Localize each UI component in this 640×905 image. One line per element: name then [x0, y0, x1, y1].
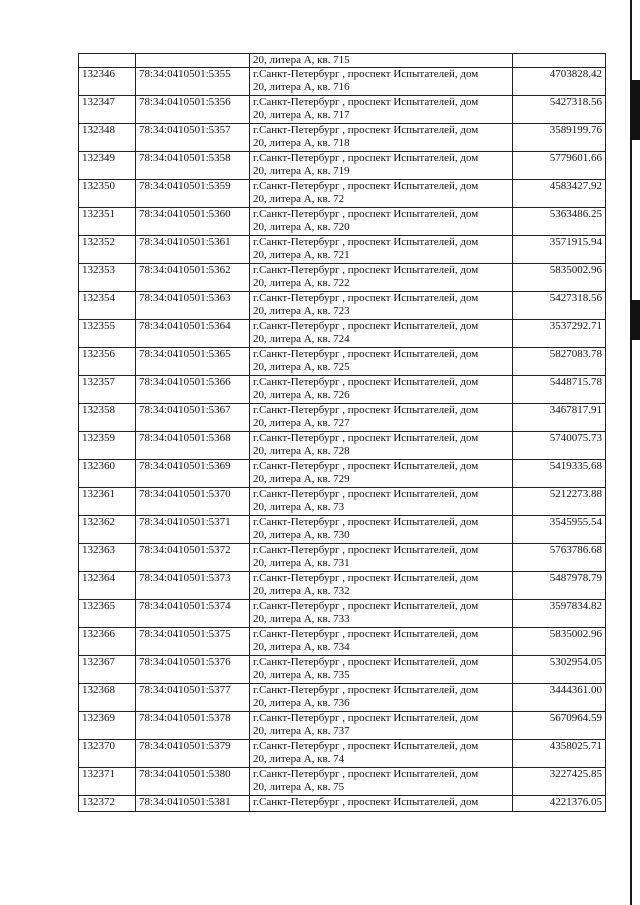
cadastral-cell: 78:34:0410501:5364	[136, 320, 250, 348]
id-cell: 132363	[79, 544, 136, 572]
id-cell: 132348	[79, 124, 136, 152]
address-cell	[250, 236, 513, 264]
address-line: г.Санкт-Петербург , проспект Испытателей, дом	[253, 432, 479, 444]
address-line: 20, литера А, кв. 723	[253, 305, 350, 317]
address-cell	[250, 796, 513, 812]
table-row	[79, 544, 606, 572]
cadastral-cell: 78:34:0410501:5381	[136, 796, 250, 812]
value-cell: 3444361.00	[513, 684, 606, 712]
address-cell	[250, 54, 513, 68]
address-line: г.Санкт-Петербург , проспект Испытателей, дом	[253, 180, 479, 192]
id-cell: 132365	[79, 600, 136, 628]
address-line: г.Санкт-Петербург , проспект Испытателей, дом	[253, 264, 479, 276]
cadastral-cell: 78:34:0410501:5359	[136, 180, 250, 208]
id-cell: 132360	[79, 460, 136, 488]
address-line: г.Санкт-Петербург , проспект Испытателей, дом	[253, 684, 479, 696]
address-line: 20, литера А, кв. 732	[253, 585, 350, 597]
value-cell: 5740075.73	[513, 432, 606, 460]
cadastral-cell: 78:34:0410501:5368	[136, 432, 250, 460]
address-cell	[250, 740, 513, 768]
address-cell	[250, 628, 513, 656]
address-cell	[250, 516, 513, 544]
table-row	[79, 656, 606, 684]
value-cell: 5448715.78	[513, 376, 606, 404]
address-line: 20, литера А, кв. 726	[253, 389, 350, 401]
address-cell	[250, 320, 513, 348]
address-cell	[250, 376, 513, 404]
address-line: 20, литера А, кв. 735	[253, 669, 350, 681]
table-row	[79, 768, 606, 796]
address-line: г.Санкт-Петербург , проспект Испытателей, дом	[253, 516, 479, 528]
id-cell: 132359	[79, 432, 136, 460]
value-cell: 5302954.05	[513, 656, 606, 684]
address-cell	[250, 348, 513, 376]
address-cell	[250, 712, 513, 740]
value-cell: 5763786.68	[513, 544, 606, 572]
address-line: 20, литера А, кв. 73	[253, 501, 345, 513]
id-cell: 132361	[79, 488, 136, 516]
cadastral-cell: 78:34:0410501:5378	[136, 712, 250, 740]
cadastral-cell: 78:34:0410501:5380	[136, 768, 250, 796]
cadastral-cell: 78:34:0410501:5377	[136, 684, 250, 712]
cadastral-cell: 78:34:0410501:5367	[136, 404, 250, 432]
cadastral-cell: 78:34:0410501:5374	[136, 600, 250, 628]
address-cell	[250, 600, 513, 628]
id-cell	[79, 54, 136, 68]
address-line: г.Санкт-Петербург , проспект Испытателей, дом	[253, 740, 479, 752]
address-cell	[250, 572, 513, 600]
address-line: г.Санкт-Петербург , проспект Испытателей, дом	[253, 68, 479, 80]
id-cell: 132362	[79, 516, 136, 544]
address-cell	[250, 404, 513, 432]
cadastral-cell: 78:34:0410501:5362	[136, 264, 250, 292]
cadastral-cell: 78:34:0410501:5357	[136, 124, 250, 152]
cadastral-cell: 78:34:0410501:5356	[136, 96, 250, 124]
cadastral-cell: 78:34:0410501:5360	[136, 208, 250, 236]
id-cell: 132356	[79, 348, 136, 376]
id-cell: 132352	[79, 236, 136, 264]
id-cell: 132370	[79, 740, 136, 768]
address-line: 20, литера А, кв. 717	[253, 109, 350, 121]
address-line: 20, литера А, кв. 736	[253, 697, 350, 709]
id-cell: 132357	[79, 376, 136, 404]
id-cell: 132358	[79, 404, 136, 432]
id-cell: 132372	[79, 796, 136, 812]
address-line: г.Санкт-Петербург , проспект Испытателей, дом	[253, 488, 479, 500]
value-cell: 3467817.91	[513, 404, 606, 432]
table-row	[79, 124, 606, 152]
address-line: 20, литера А, кв. 728	[253, 445, 350, 457]
address-cell	[250, 68, 513, 96]
value-cell: 5835002.96	[513, 264, 606, 292]
table-row-continued	[79, 54, 606, 68]
table-row	[79, 516, 606, 544]
id-cell: 132346	[79, 68, 136, 96]
cadastral-cell: 78:34:0410501:5375	[136, 628, 250, 656]
address-line: г.Санкт-Петербург , проспект Испытателей, дом	[253, 376, 479, 388]
address-line: г.Санкт-Петербург , проспект Испытателей, дом	[253, 404, 479, 416]
table-row	[79, 152, 606, 180]
address-cell	[250, 768, 513, 796]
value-cell: 5212273.88	[513, 488, 606, 516]
table-row	[79, 320, 606, 348]
value-cell: 5363486.25	[513, 208, 606, 236]
table-row	[79, 376, 606, 404]
table-row	[79, 292, 606, 320]
cadastral-cell: 78:34:0410501:5361	[136, 236, 250, 264]
cadastral-cell: 78:34:0410501:5373	[136, 572, 250, 600]
value-cell: 5427318.56	[513, 96, 606, 124]
table-row	[79, 264, 606, 292]
table-row	[79, 404, 606, 432]
value-cell: 3227425.85	[513, 768, 606, 796]
cadastral-cell: 78:34:0410501:5372	[136, 544, 250, 572]
value-cell: 3545955.54	[513, 516, 606, 544]
value-cell: 5670964.59	[513, 712, 606, 740]
cadastral-cell: 78:34:0410501:5376	[136, 656, 250, 684]
value-cell: 4703828.42	[513, 68, 606, 96]
cadastral-cell: 78:34:0410501:5358	[136, 152, 250, 180]
address-line: 20, литера А, кв. 737	[253, 725, 350, 737]
value-cell: 3571915.94	[513, 236, 606, 264]
address-line: г.Санкт-Петербург , проспект Испытателей, дом	[253, 544, 479, 556]
address-line: 20, литера А, кв. 716	[253, 81, 350, 93]
address-cell	[250, 152, 513, 180]
address-line: 20, литера А, кв. 72	[253, 193, 345, 205]
address-line: 20, литера А, кв. 721	[253, 249, 350, 261]
address-line: 20, литера А, кв. 729	[253, 473, 350, 485]
table-row	[79, 96, 606, 124]
table-row	[79, 572, 606, 600]
address-line: г.Санкт-Петербург , проспект Испытателей, дом	[253, 320, 479, 332]
address-cell	[250, 208, 513, 236]
id-cell: 132366	[79, 628, 136, 656]
scan-mark	[630, 300, 640, 340]
value-cell: 5487978.79	[513, 572, 606, 600]
value-cell: 3537292.71	[513, 320, 606, 348]
address-line: г.Санкт-Петербург , проспект Испытателей, дом	[253, 572, 479, 584]
id-cell: 132353	[79, 264, 136, 292]
address-line: 20, литера А, кв. 727	[253, 417, 350, 429]
address-line: г.Санкт-Петербург , проспект Испытателей, дом	[253, 152, 479, 164]
value-cell: 5427318.56	[513, 292, 606, 320]
id-cell: 132371	[79, 768, 136, 796]
value-cell: 5419335.68	[513, 460, 606, 488]
address-line: г.Санкт-Петербург , проспект Испытателей, дом	[253, 292, 479, 304]
address-line: г.Санкт-Петербург , проспект Испытателей, дом	[253, 628, 479, 640]
address-cell	[250, 488, 513, 516]
id-cell: 132354	[79, 292, 136, 320]
value-cell	[513, 54, 606, 68]
address-cell	[250, 544, 513, 572]
address-cell	[250, 96, 513, 124]
id-cell: 132347	[79, 96, 136, 124]
id-cell: 132367	[79, 656, 136, 684]
address-line: 20, литера А, кв. 715	[253, 54, 350, 66]
address-cell	[250, 460, 513, 488]
table-row	[79, 432, 606, 460]
address-line: 20, литера А, кв. 74	[253, 753, 345, 765]
id-cell: 132350	[79, 180, 136, 208]
table-row	[79, 68, 606, 96]
id-cell: 132369	[79, 712, 136, 740]
table-row	[79, 600, 606, 628]
id-cell: 132355	[79, 320, 136, 348]
address-cell	[250, 292, 513, 320]
id-cell: 132351	[79, 208, 136, 236]
address-cell	[250, 124, 513, 152]
address-line: 20, литера А, кв. 730	[253, 529, 350, 541]
address-line: 20, литера А, кв. 733	[253, 613, 350, 625]
address-cell	[250, 180, 513, 208]
table-row	[79, 488, 606, 516]
value-cell: 3597834.82	[513, 600, 606, 628]
value-cell: 5835002.96	[513, 628, 606, 656]
address-line: 20, литера А, кв. 725	[253, 361, 350, 373]
table-row	[79, 348, 606, 376]
address-cell	[250, 264, 513, 292]
cadastral-cell: 78:34:0410501:5369	[136, 460, 250, 488]
address-cell	[250, 432, 513, 460]
value-cell: 5827083.78	[513, 348, 606, 376]
value-cell: 3589199.76	[513, 124, 606, 152]
property-registry-table	[78, 53, 606, 812]
table-row	[79, 628, 606, 656]
cadastral-cell: 78:34:0410501:5366	[136, 376, 250, 404]
cadastral-cell: 78:34:0410501:5370	[136, 488, 250, 516]
address-cell	[250, 684, 513, 712]
address-line: 20, литера А, кв. 718	[253, 137, 350, 149]
cadastral-cell	[136, 54, 250, 68]
address-line: г.Санкт-Петербург , проспект Испытателей, дом	[253, 796, 479, 808]
address-line: г.Санкт-Петербург , проспект Испытателей, дом	[253, 208, 479, 220]
table-row	[79, 460, 606, 488]
table-row	[79, 684, 606, 712]
value-cell: 4583427.92	[513, 180, 606, 208]
table-row	[79, 712, 606, 740]
address-line: 20, литера А, кв. 722	[253, 277, 350, 289]
address-line: г.Санкт-Петербург , проспект Испытателей, дом	[253, 768, 479, 780]
address-line: г.Санкт-Петербург , проспект Испытателей, дом	[253, 712, 479, 724]
address-line: 20, литера А, кв. 724	[253, 333, 350, 345]
value-cell: 4358025.71	[513, 740, 606, 768]
address-line: г.Санкт-Петербург , проспект Испытателей, дом	[253, 600, 479, 612]
address-line: г.Санкт-Петербург , проспект Испытателей, дом	[253, 236, 479, 248]
address-line: 20, литера А, кв. 720	[253, 221, 350, 233]
table-row-last	[79, 796, 606, 812]
address-line: 20, литера А, кв. 731	[253, 557, 350, 569]
value-cell: 5779601.66	[513, 152, 606, 180]
address-line: г.Санкт-Петербург , проспект Испытателей, дом	[253, 96, 479, 108]
address-line: г.Санкт-Петербург , проспект Испытателей, дом	[253, 460, 479, 472]
cadastral-cell: 78:34:0410501:5355	[136, 68, 250, 96]
cadastral-cell: 78:34:0410501:5379	[136, 740, 250, 768]
table-row	[79, 740, 606, 768]
address-line: г.Санкт-Петербург , проспект Испытателей, дом	[253, 348, 479, 360]
cadastral-cell: 78:34:0410501:5371	[136, 516, 250, 544]
address-line: 20, литера А, кв. 734	[253, 641, 350, 653]
scan-mark	[630, 80, 640, 140]
table-row	[79, 208, 606, 236]
cadastral-cell: 78:34:0410501:5363	[136, 292, 250, 320]
address-line: г.Санкт-Петербург , проспект Испытателей, дом	[253, 656, 479, 668]
address-cell	[250, 656, 513, 684]
id-cell: 132364	[79, 572, 136, 600]
value-cell: 4221376.05	[513, 796, 606, 812]
id-cell: 132349	[79, 152, 136, 180]
cadastral-cell: 78:34:0410501:5365	[136, 348, 250, 376]
address-line: 20, литера А, кв. 75	[253, 781, 345, 793]
registry-body	[79, 54, 606, 812]
table-row	[79, 180, 606, 208]
address-line: г.Санкт-Петербург , проспект Испытателей, дом	[253, 124, 479, 136]
id-cell: 132368	[79, 684, 136, 712]
table-row	[79, 236, 606, 264]
address-line: 20, литера А, кв. 719	[253, 165, 350, 177]
